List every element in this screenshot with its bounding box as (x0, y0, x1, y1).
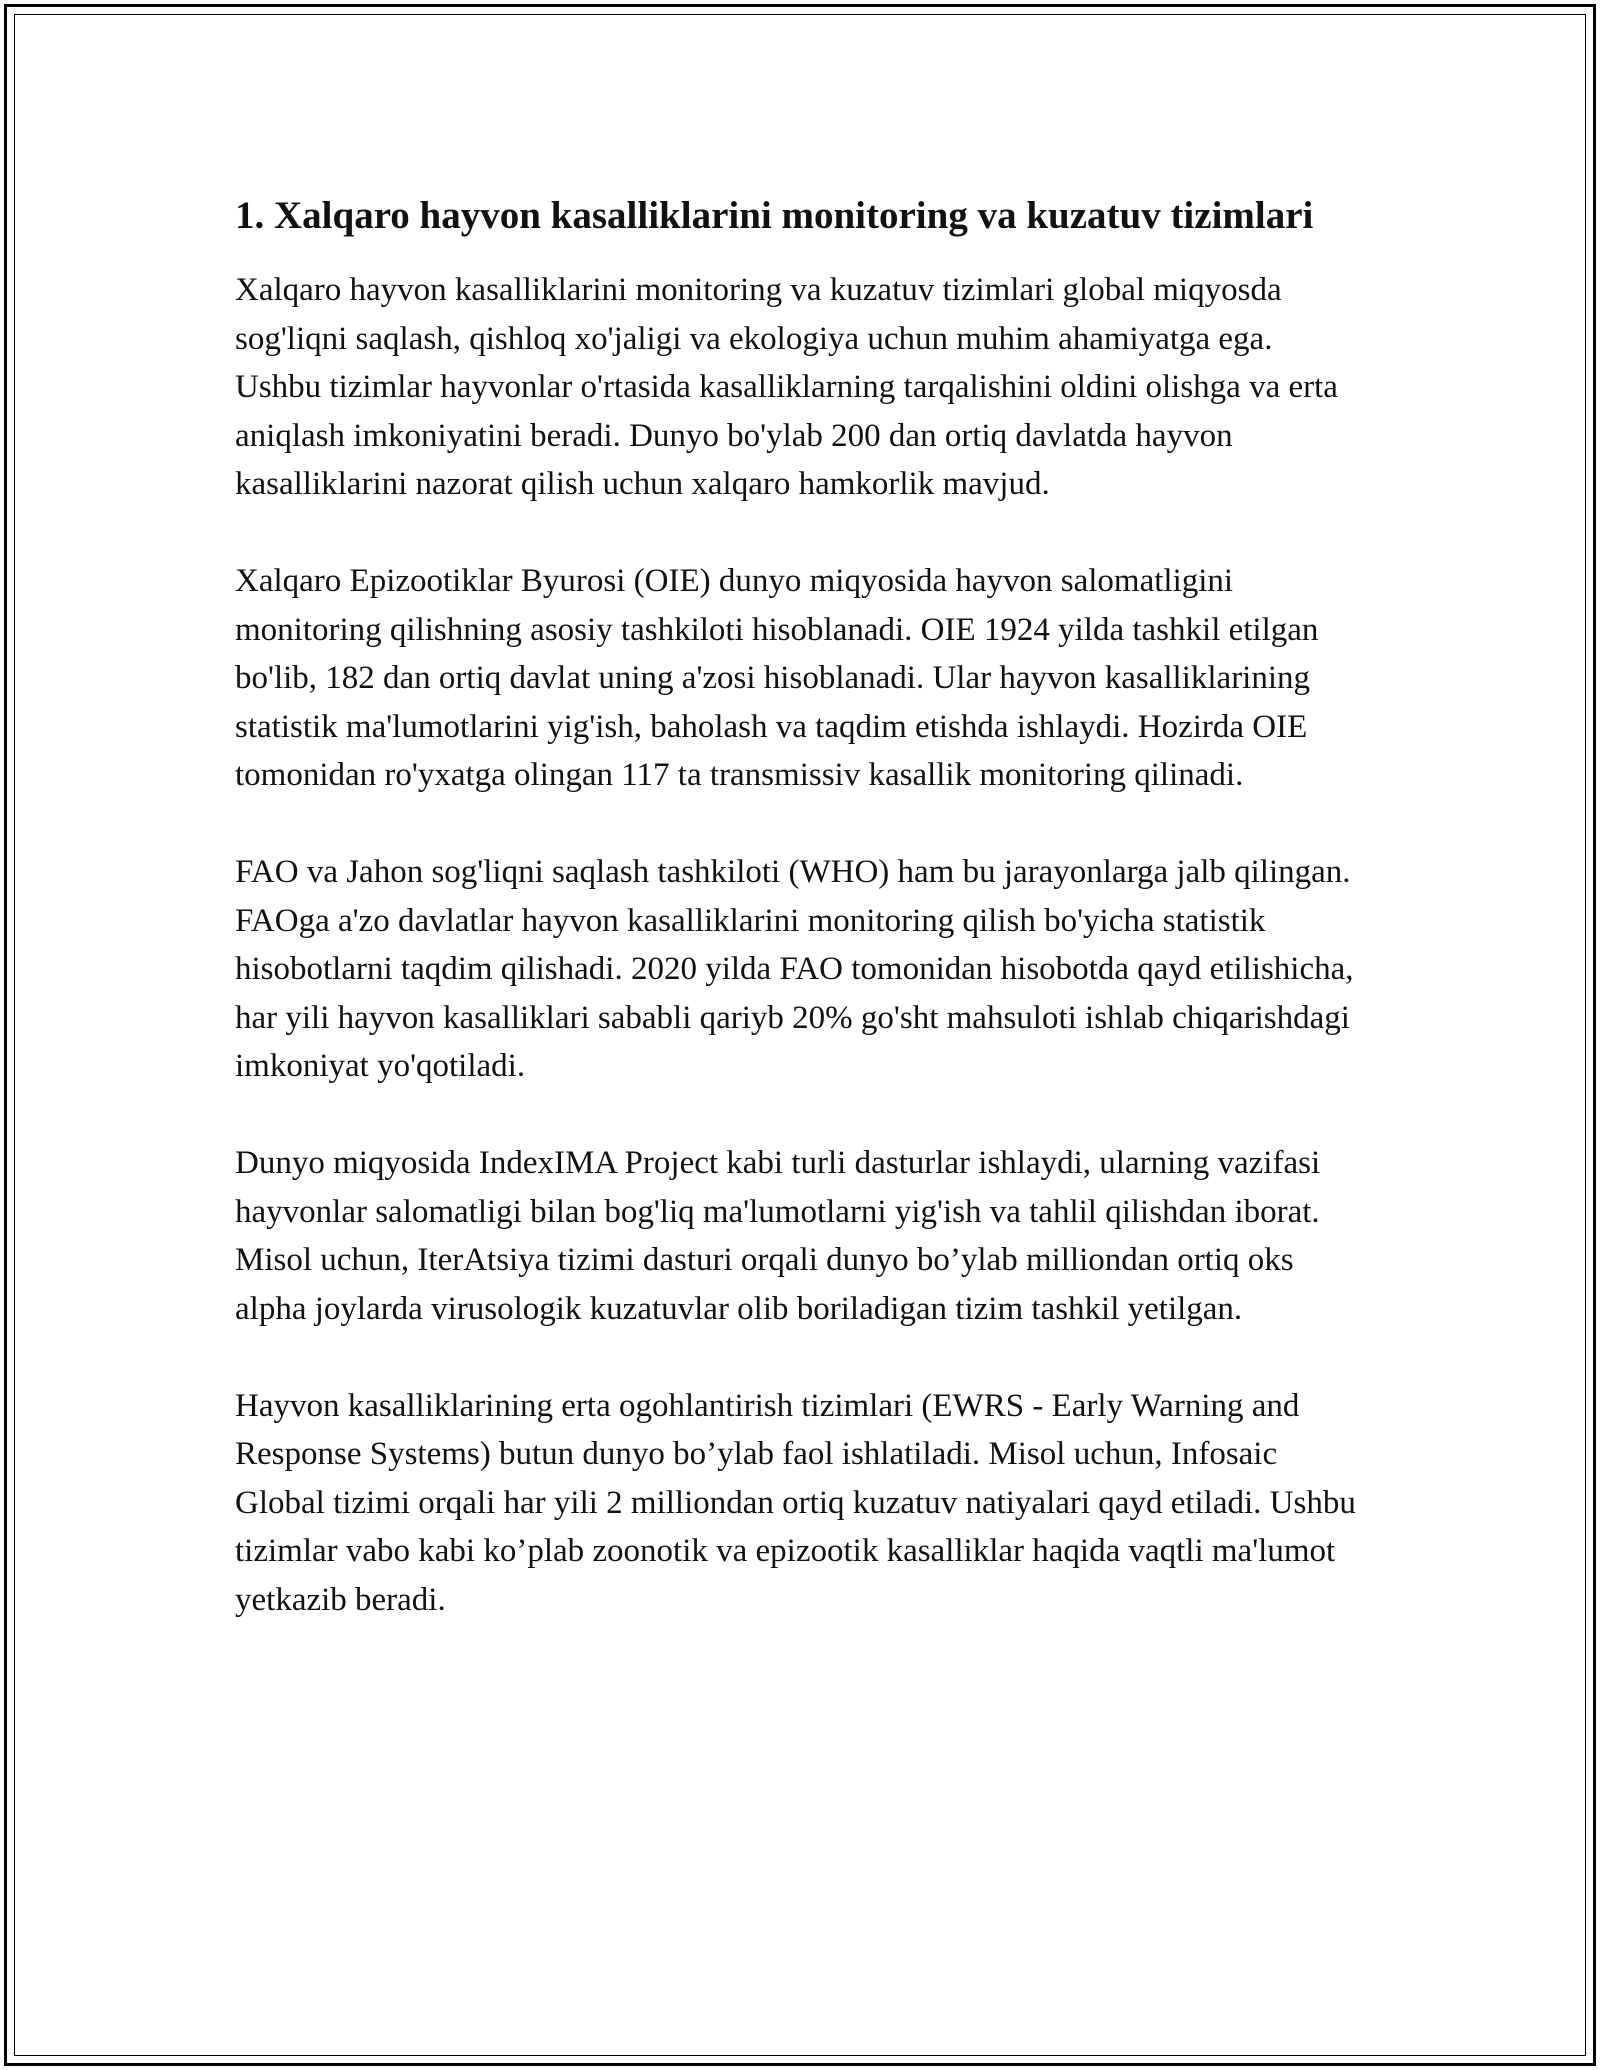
document-body (235, 188, 1365, 1673)
paragraph-ewrs: Hayvon kasalliklarining erta ogohlantirish tizimlari (EWRS - Early Warning and Response Systems) butun dunyo bo’ylab faol ishlatiladi. Misol uchun, Infosaic Global tizimi orqali har yili 2 milliondan ortiq kuzatuv natiyalari qayd etiladi. Ushbu tizimlar vabo kabi ko’plab zoonotik va epizootik kasalliklar haqida vaqtli ma'lumot yetkazib beradi. (235, 1387, 1356, 1618)
paragraph-indexima: Dunyo miqyosida IndexIMA Project kabi turli dasturlar ishlaydi, ularning vazifasi hayvonlar salomatligi bilan bog'liq ma'lumotlarni yig'ish va tahlil qilishdan iborat. Misol uchun, IterAtsiya tizimi dasturi orqali dunyo bo’ylab milliondan ortiq oks alpha joylarda virusologik kuzatuvlar olib boriladigan tizim tashkil yetilgan. (235, 1145, 1321, 1327)
section-heading: 1. Xalqaro hayvon kasalliklarini monitoring va kuzatuv tizimlari (235, 194, 1314, 237)
paragraph-fao-who: FAO va Jahon sog'liqni saqlash tashkiloti (WHO) ham bu jarayonlarga jalb qilingan. FAOga a'zo davlatlar hayvon kasalliklarini monitoring qilish bo'yicha statistik hisobotlarni taqdim qilishadi. 2020 yilda FAO tomonidan hisobotda qayd etilishicha, har yili hayvon kasalliklari sababli qariyb 20% go'sht mahsuloti ishlab chiqarishdagi imkoniyat yo'qotiladi. (235, 854, 1354, 1084)
paragraph-oie: Xalqaro Epizootiklar Byurosi (OIE) dunyo miqyosida hayvon salomatligini monitoring qilishning asosiy tashkiloti hisoblanadi. OIE 1924 yilda tashkil etilgan bo'lib, 182 dan ortiq davlat uning a'zosi hisoblanadi. Ular hayvon kasalliklarining statistik ma'lumotlarini yig'ish, baholash va taqdim etishda ishlaydi. Hozirda OIE tomonidan ro'yxatga olingan 117 ta transmissiv kasallik monitoring qilinadi. (235, 563, 1319, 793)
paragraph-intro: Xalqaro hayvon kasalliklarini monitoring va kuzatuv tizimlari global miqyosda sog'liqni saqlash, qishloq xo'jaligi va ekologiya uchun muhim ahamiyatga ega. Ushbu tizimlar hayvonlar o'rtasida kasalliklarning tarqalishini oldini olishga va erta aniqlash imkoniyatini beradi. Dunyo bo'ylab 200 dan ortiq davlatda hayvon kasalliklarini nazorat qilish uchun xalqaro hamkorlik mavjud. (235, 272, 1338, 502)
